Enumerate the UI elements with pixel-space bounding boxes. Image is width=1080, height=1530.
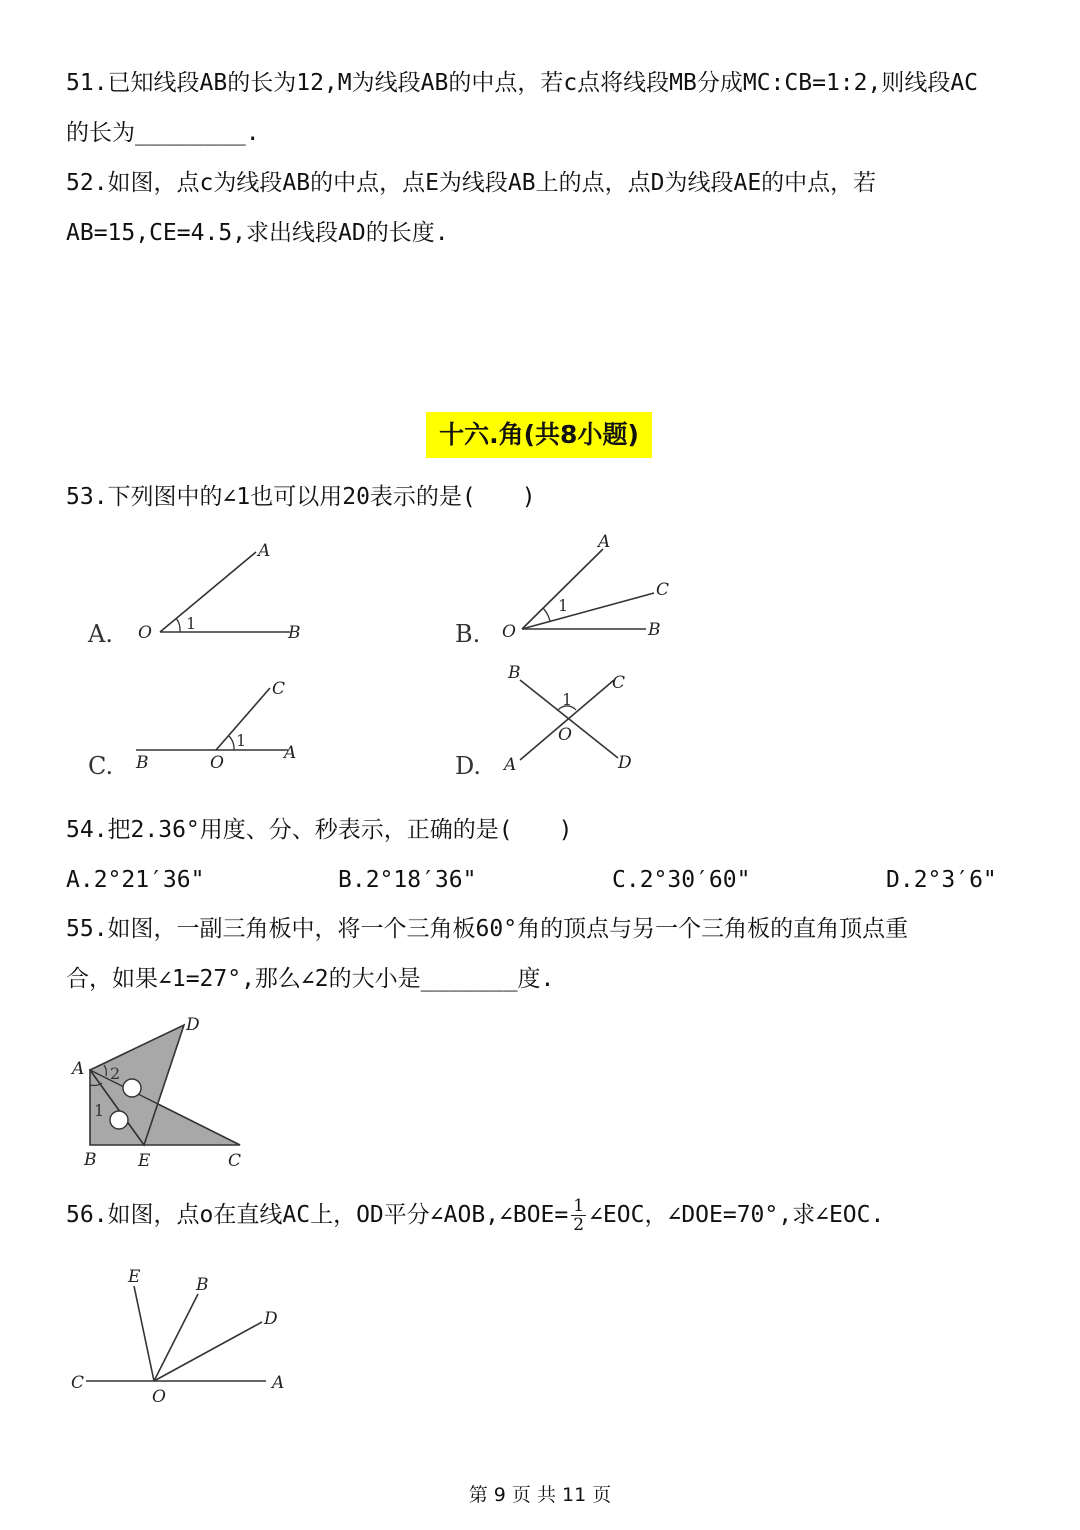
q53-c-point-o: O xyxy=(210,753,224,773)
q56-stem xyxy=(66,1192,884,1238)
q56-figure xyxy=(66,1262,306,1407)
q54-option-d: D.2°3′6" xyxy=(886,867,997,893)
q53-c-letter: C. xyxy=(88,752,114,780)
q53-d-angle-label: 1 xyxy=(562,690,573,709)
q54-stem: 54.把2.36°用度、分、秒表示，正确的是( ) xyxy=(66,817,573,843)
q53-c-point-b: B xyxy=(136,753,149,773)
q53-b-point-o: O xyxy=(502,622,516,642)
q56-text-after: ∠EOC，∠DOE=70°,求∠EOC. xyxy=(589,1202,885,1228)
q53-a-point-b: B xyxy=(288,623,301,643)
q55-point-e: E xyxy=(138,1151,151,1171)
q55-angle-1-label: 1 xyxy=(94,1101,105,1120)
q54-option-c: C.2°30′60" xyxy=(612,867,751,893)
q56-frac-numerator: 1 xyxy=(573,1196,585,1216)
q53-a-letter: A. xyxy=(88,620,113,648)
q55-figure xyxy=(66,1010,266,1175)
q55-point-a: A xyxy=(72,1059,85,1079)
q53-c-point-a: A xyxy=(284,743,297,763)
q55-point-d: D xyxy=(186,1015,200,1035)
q53-figure-b xyxy=(450,525,690,650)
q53-c-angle-label: 1 xyxy=(236,731,247,750)
q56-point-a: A xyxy=(272,1373,285,1393)
q52-line2: AB=15,CE=4.5,求出线段AD的长度. xyxy=(66,220,449,246)
section-heading: 十六.角(共8小题) xyxy=(426,412,652,458)
q55-point-c: C xyxy=(228,1151,242,1171)
q53-d-point-b: B xyxy=(508,663,521,683)
q53-a-point-a: A xyxy=(258,541,271,561)
q55-line1: 55.如图，一副三角板中，将一个三角板60°角的顶点与另一个三角板的直角顶点重 xyxy=(66,916,909,942)
q53-d-letter: D. xyxy=(455,752,482,780)
q53-stem: 53.下列图中的∠1也可以用20表示的是( ) xyxy=(66,484,536,510)
q56-point-e: E xyxy=(128,1267,141,1287)
q53-b-point-b: B xyxy=(648,620,661,640)
q55-angle-2-label: 2 xyxy=(110,1064,121,1083)
q51-line2: 的长为________. xyxy=(66,120,260,146)
q53-b-point-a: A xyxy=(598,532,611,552)
q53-b-letter: B. xyxy=(455,620,481,648)
q53-figure-d xyxy=(450,660,690,785)
q53-figure-a xyxy=(80,530,320,650)
q53-a-point-o: O xyxy=(138,623,152,643)
q56-point-o: O xyxy=(152,1387,166,1407)
q56-text-before: 56.如图，点o在直线AC上，OD平分∠AOB,∠BOE= xyxy=(66,1202,569,1228)
q55-line2: 合，如果∠1=27°,那么∠2的大小是_______度. xyxy=(66,966,555,992)
q53-b-point-c: C xyxy=(656,580,670,600)
q51-line1: 51.已知线段AB的长为12,M为线段AB的中点，若c点将线段MB分成MC:CB=1:2,则线段AC xyxy=(66,70,979,96)
q52-line1: 52.如图，点c为线段AB的中点，点E为线段AB上的点，点D为线段AE的中点，若 xyxy=(66,170,877,196)
q53-c-point-c: C xyxy=(272,679,286,699)
q56-point-d: D xyxy=(264,1309,278,1329)
q54-option-b: B.2°18′36" xyxy=(338,867,477,893)
q53-figure-c xyxy=(80,670,320,785)
q53-b-angle-label: 1 xyxy=(558,596,569,615)
q56-point-c: C xyxy=(71,1373,85,1393)
q56-frac-denominator: 2 xyxy=(573,1215,585,1235)
q53-d-point-a: A xyxy=(504,755,517,775)
q56-fraction xyxy=(571,1197,586,1234)
q56-point-b: B xyxy=(196,1275,209,1295)
q55-point-b: B xyxy=(84,1150,97,1170)
q53-d-point-d: D xyxy=(618,753,632,773)
page-footer: 第 9 页 共 11 页 xyxy=(468,1484,612,1506)
q53-a-angle-label: 1 xyxy=(186,614,197,633)
q54-option-a: A.2°21′36" xyxy=(66,867,205,893)
q53-d-point-c: C xyxy=(612,673,626,693)
q53-d-point-o: O xyxy=(558,725,572,745)
